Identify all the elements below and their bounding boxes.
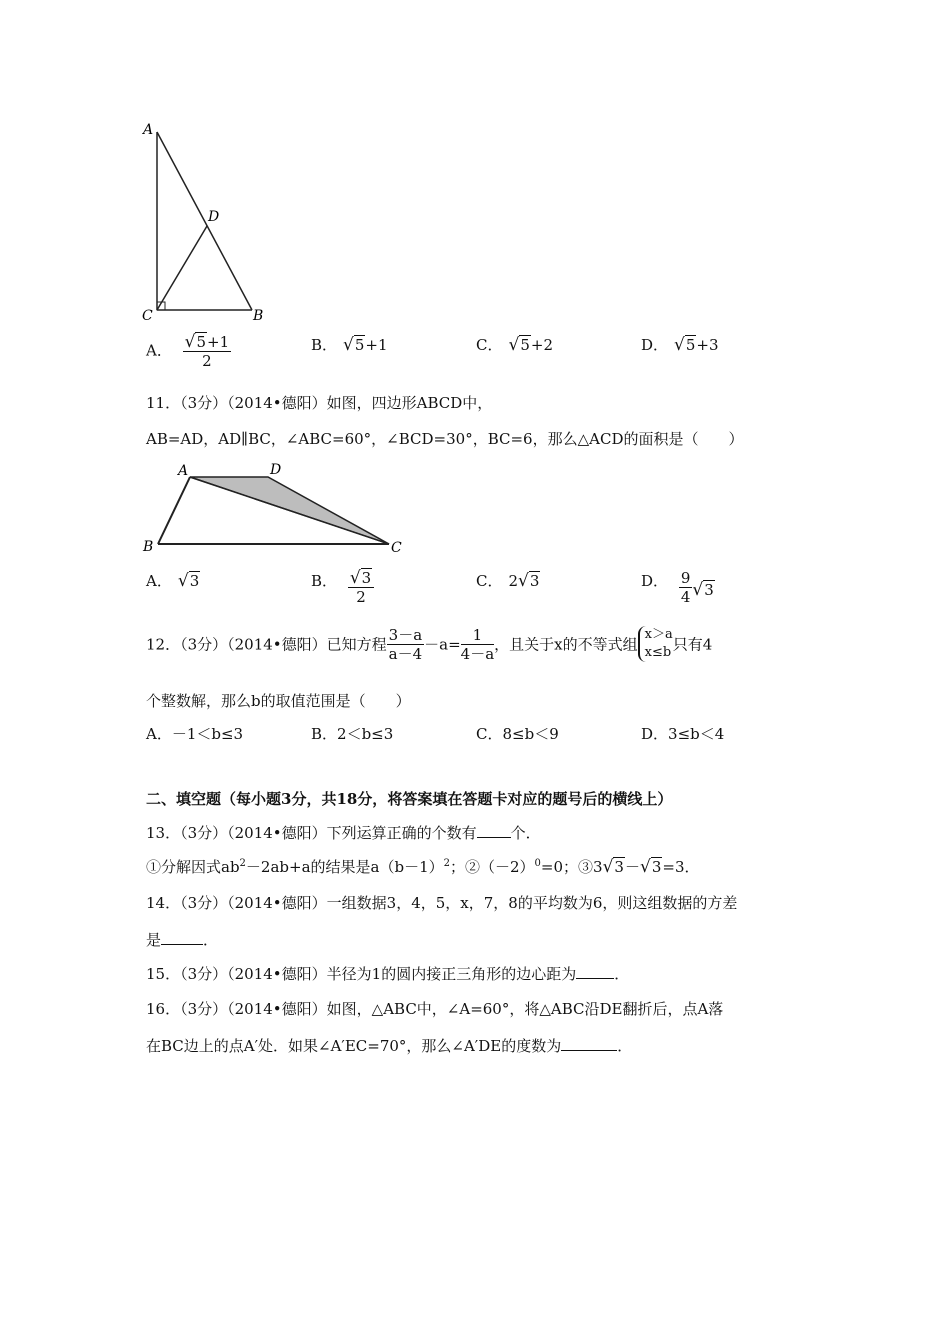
q10-option-b[interactable]: B． √5+1 (311, 335, 388, 355)
label-C: C (142, 308, 153, 324)
label-D: D (270, 462, 282, 478)
answer-blank[interactable] (477, 837, 511, 838)
q12-option-c[interactable]: C．8≤b＜9 (476, 725, 559, 743)
q12-option-a[interactable]: A．－1＜b≤3 (146, 725, 244, 743)
q12-line1: 12．（3分）（2014•德阳）已知方程 $\frac{3-a}{a-4}$ －a= $\frac{1}{4-a}$ ，且关于x的不等式组 x＞a x≤b 只有4 (146, 625, 713, 663)
label-B: B (253, 308, 264, 324)
q13-line2: ①分解因式$ab^2-2ab+a$的结果是$a(b-1)^2$；$②(-2)^0=0$；③3√3－√3=3． (146, 857, 700, 877)
section-heading: 二、填空题（每小题3分，共18分，将答案填在答题卡对应的题号后的横线上） (146, 790, 673, 808)
q11-line2: AB=AD，AD∥BC，∠ABC=60°，∠BCD=30°，BC=6，那么△ACD的面积是（ ） (146, 430, 744, 448)
label-D: D (208, 209, 220, 225)
label-B: B (143, 539, 154, 555)
q11-option-b[interactable]: B． $\frac{√3}{2}$ (311, 570, 374, 605)
q11-option-c[interactable]: C． 2√3 (476, 571, 540, 591)
q12-option-d[interactable]: D．3≤b＜4 (641, 725, 725, 743)
q16-line1: 16．（3分）（2014•德阳）如图，△ABC中，∠A=60°，将△ABC沿DE翻折后，点A落 (146, 1000, 724, 1018)
q10-option-c[interactable]: C． √5+2 (476, 335, 553, 355)
q11-option-a[interactable]: A． √3 (146, 571, 200, 591)
figure-q10-triangle (140, 120, 280, 325)
q12-option-b[interactable]: B．2＜b≤3 (311, 725, 394, 743)
label-A: A (143, 122, 154, 138)
label-A: A (178, 463, 189, 479)
q13-line1: 13．（3分）（2014•德阳）下列运算正确的个数有 个． (146, 824, 541, 842)
q10-option-d[interactable]: D． √5+3 (641, 335, 719, 355)
q16-line2: 在BC边上的点A′处．如果∠A′EC=70°，那么∠A′DE的度数为 ． (146, 1037, 633, 1055)
label-C: C (391, 540, 402, 556)
q11-line1: 11．（3分）（2014•德阳）如图，四边形ABCD中， (146, 394, 493, 412)
q14-line2: 是 ． (146, 931, 219, 949)
q10-option-a[interactable]: A． $\frac{√5+1}{2}$ (146, 332, 230, 370)
q11-option-d[interactable]: D． $\frac{9}{4}$ √3 (641, 569, 714, 606)
answer-blank[interactable] (161, 944, 203, 945)
q12-line2: 个整数解，那么b的取值范围是（ ） (146, 692, 411, 710)
q15-line: 15．（3分）（2014•德阳）半径为1的圆内接正三角形的边心距为 ． (146, 965, 630, 983)
figure-q11-quadrilateral (140, 458, 410, 558)
answer-blank[interactable] (561, 1050, 617, 1051)
q14-line1: 14．（3分）（2014•德阳）一组数据3，4，5，x，7，8的平均数为6，则这组数据的方差 (146, 894, 738, 912)
answer-blank[interactable] (576, 978, 614, 979)
